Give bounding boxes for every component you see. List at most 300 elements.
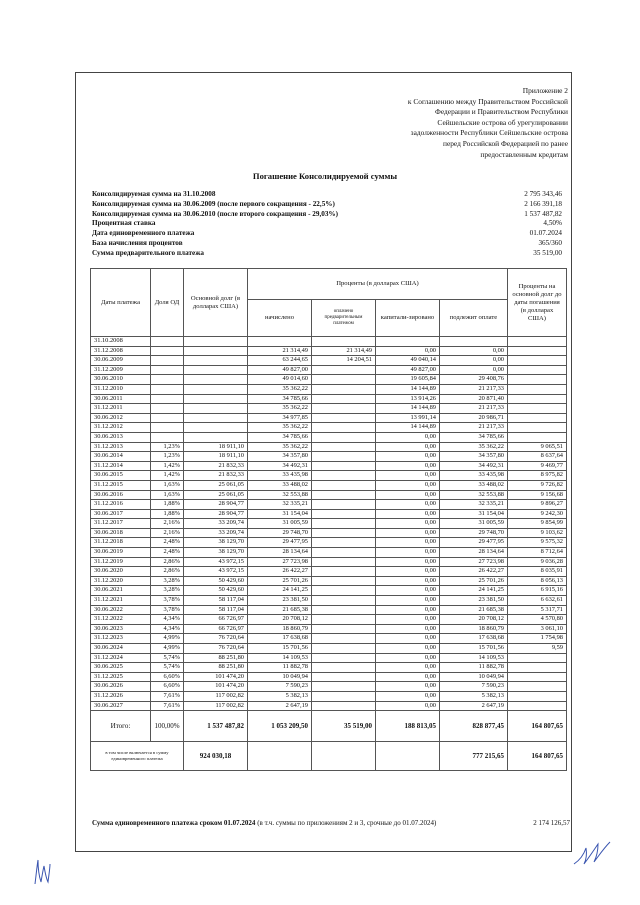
cell-principal: 66 726,97 <box>184 624 248 634</box>
cell-date: 31.12.2010 <box>91 384 151 394</box>
cell-interest-on-principal <box>508 663 567 673</box>
cell-accrued: 18 860,79 <box>248 624 312 634</box>
cell-principal: 43 972,15 <box>184 557 248 567</box>
table-row <box>91 605 567 615</box>
cell-date: 30.06.2016 <box>91 490 151 500</box>
cell-capitalized: 14 144,89 <box>376 384 440 394</box>
cell-payable: 20 708,12 <box>440 615 508 625</box>
cell-date: 30.06.2017 <box>91 509 151 519</box>
footer-label-bold: Сумма единовременного платежа сроком 01.07.2024 <box>92 819 256 827</box>
table-row <box>91 500 567 510</box>
cell-capitalized: 0,00 <box>376 432 440 442</box>
cell-interest-on-principal: 8 035,91 <box>508 567 567 577</box>
cell-accrued: 35 362,22 <box>248 404 312 414</box>
cell-date: 30.06.2021 <box>91 586 151 596</box>
header-prepaid: оплачено предварительным платежом <box>312 300 376 337</box>
cell-date: 31.12.2023 <box>91 634 151 644</box>
cell-interest-on-principal: 9,59 <box>508 644 567 654</box>
cell-accrued: 32 553,88 <box>248 490 312 500</box>
cell-date: 31.12.2017 <box>91 519 151 529</box>
cell-payable: 23 381,50 <box>440 596 508 606</box>
cell-date: 31.12.2020 <box>91 576 151 586</box>
cell-prepaid <box>312 404 376 414</box>
cell-payable: 25 701,26 <box>440 576 508 586</box>
cell-capitalized: 0,00 <box>376 548 440 558</box>
cell-date: 30.06.2026 <box>91 682 151 692</box>
cell-share: 4,99% <box>151 644 184 654</box>
cell-capitalized: 0,00 <box>376 644 440 654</box>
cell-date: 31.12.2019 <box>91 557 151 567</box>
cell-share: 7,61% <box>151 691 184 701</box>
cell-interest-on-principal: 9 854,99 <box>508 519 567 529</box>
cell-interest-on-principal: 4 570,80 <box>508 615 567 625</box>
cell-capitalized: 0,00 <box>376 624 440 634</box>
cell-payable: 5 382,13 <box>440 691 508 701</box>
cell-accrued: 10 049,94 <box>248 672 312 682</box>
cell-accrued: 2 647,19 <box>248 701 312 711</box>
cell-interest-on-principal: 1 754,98 <box>508 634 567 644</box>
cell-principal: 101 474,20 <box>184 672 248 682</box>
annex-line: предоставленным кредитам <box>480 149 568 159</box>
cell-prepaid <box>312 480 376 490</box>
table-row <box>91 567 567 577</box>
cell-accrued: 34 977,85 <box>248 413 312 423</box>
cell-accrued: 28 134,64 <box>248 548 312 558</box>
cell-principal: 18 911,10 <box>184 452 248 462</box>
cell-principal: 58 117,04 <box>184 596 248 606</box>
cell-date: 30.06.2018 <box>91 528 151 538</box>
cell-payable: 31 005,59 <box>440 519 508 529</box>
cell-share: 6,60% <box>151 672 184 682</box>
cell-principal <box>184 356 248 366</box>
cell-capitalized: 19 605,84 <box>376 375 440 385</box>
cell-prepaid <box>312 701 376 711</box>
cell-payable <box>440 337 508 347</box>
cell-interest-on-principal <box>508 413 567 423</box>
cell-prepaid <box>312 461 376 471</box>
cell-payable: 29 748,70 <box>440 528 508 538</box>
cell-principal: 21 832,33 <box>184 461 248 471</box>
cell-date: 31.12.2018 <box>91 538 151 548</box>
cell-prepaid <box>312 432 376 442</box>
cell-payable: 14 109,53 <box>440 653 508 663</box>
cell-payable: 29 408,76 <box>440 375 508 385</box>
table-row <box>91 672 567 682</box>
cell-payable: 26 422,27 <box>440 567 508 577</box>
cell-principal: 25 061,05 <box>184 490 248 500</box>
cell-interest-on-principal: 6 915,16 <box>508 586 567 596</box>
cell-principal <box>184 375 248 385</box>
cell-share <box>151 413 184 423</box>
cell-principal: 117 002,82 <box>184 691 248 701</box>
cell-prepaid <box>312 442 376 452</box>
cell-share <box>151 384 184 394</box>
cell-payable: 32 335,21 <box>440 500 508 510</box>
cell-date: 31.12.2026 <box>91 691 151 701</box>
cell-accrued: 14 109,53 <box>248 653 312 663</box>
cell-principal <box>184 394 248 404</box>
cell-payable: 20 871,40 <box>440 394 508 404</box>
cell-capitalized: 0,00 <box>376 586 440 596</box>
annex-line: перед Российской Федерацией по ранее <box>442 138 568 148</box>
cell-date: 31.10.2008 <box>91 337 151 347</box>
cell-share: 3,78% <box>151 605 184 615</box>
included-payable: 777 215,65 <box>440 742 508 771</box>
cell-capitalized: 0,00 <box>376 509 440 519</box>
cell-prepaid <box>312 538 376 548</box>
cell-prepaid <box>312 634 376 644</box>
table-row <box>91 509 567 519</box>
table-row <box>91 404 567 414</box>
cell-principal: 50 429,60 <box>184 586 248 596</box>
cell-capitalized: 14 144,89 <box>376 423 440 433</box>
included-row <box>91 742 567 771</box>
cell-prepaid <box>312 471 376 481</box>
cell-payable: 20 986,71 <box>440 413 508 423</box>
cell-prepaid <box>312 653 376 663</box>
cell-payable: 7 590,23 <box>440 682 508 692</box>
footer-label-note: (в т.ч. суммы по приложениям 2 и 3, срочные до 01.07.2024) <box>255 819 437 827</box>
cell-payable: 21 217,33 <box>440 423 508 433</box>
cell-accrued: 49 014,60 <box>248 375 312 385</box>
cell-date: 31.12.2021 <box>91 596 151 606</box>
cell-principal: 101 474,20 <box>184 682 248 692</box>
cell-share <box>151 346 184 356</box>
cell-prepaid <box>312 576 376 586</box>
cell-prepaid <box>312 557 376 567</box>
cell-date: 31.12.2013 <box>91 442 151 452</box>
cell-share: 1,23% <box>151 452 184 462</box>
cell-accrued: 21 314,49 <box>248 346 312 356</box>
totals-row <box>91 711 567 742</box>
cell-payable: 0,00 <box>440 365 508 375</box>
cell-interest-on-principal: 9 156,68 <box>508 490 567 500</box>
cell-date: 30.06.2014 <box>91 452 151 462</box>
included-interest-on-principal: 164 807,65 <box>508 742 567 771</box>
cell-accrued: 29 477,95 <box>248 538 312 548</box>
cell-capitalized: 0,00 <box>376 701 440 711</box>
cell-principal <box>184 432 248 442</box>
cell-interest-on-principal <box>508 691 567 701</box>
table-row <box>91 394 567 404</box>
cell-accrued: 34 492,31 <box>248 461 312 471</box>
parameter-row <box>92 219 574 229</box>
cell-interest-on-principal: 8 975,82 <box>508 471 567 481</box>
cell-interest-on-principal: 8 712,64 <box>508 548 567 558</box>
cell-payable: 31 154,04 <box>440 509 508 519</box>
cell-payable: 34 357,80 <box>440 452 508 462</box>
cell-capitalized: 0,00 <box>376 672 440 682</box>
cell-principal: 28 904,77 <box>184 500 248 510</box>
cell-accrued: 24 141,25 <box>248 586 312 596</box>
cell-share: 2,16% <box>151 519 184 529</box>
cell-share: 2,16% <box>151 528 184 538</box>
cell-accrued: 32 335,21 <box>248 500 312 510</box>
header-payable: подлежит оплате <box>440 300 508 337</box>
cell-accrued: 23 381,50 <box>248 596 312 606</box>
cell-share: 1,42% <box>151 471 184 481</box>
included-principal: 924 030,18 <box>184 742 248 771</box>
table-row <box>91 471 567 481</box>
table-row <box>91 624 567 634</box>
parameter-value: 1 537 487,82 <box>524 209 562 218</box>
annex-line: задолженности Республики Сейшельские острова <box>410 128 568 138</box>
cell-capitalized: 13 991,14 <box>376 413 440 423</box>
included-empty-2 <box>312 742 376 771</box>
cell-capitalized: 0,00 <box>376 452 440 462</box>
cell-payable: 35 362,22 <box>440 442 508 452</box>
cell-prepaid <box>312 615 376 625</box>
cell-interest-on-principal <box>508 432 567 442</box>
table-row <box>91 365 567 375</box>
parameter-row <box>92 239 574 249</box>
cell-prepaid <box>312 586 376 596</box>
cell-principal: 58 117,04 <box>184 605 248 615</box>
cell-interest-on-principal <box>508 682 567 692</box>
table-row <box>91 701 567 711</box>
cell-share: 4,99% <box>151 634 184 644</box>
footer-value: 2 174 126,57 <box>533 819 570 827</box>
cell-principal <box>184 337 248 347</box>
cell-prepaid: 14 204,51 <box>312 356 376 366</box>
cell-principal: 33 209,74 <box>184 528 248 538</box>
cell-date: 31.12.2015 <box>91 480 151 490</box>
cell-date: 30.06.2023 <box>91 624 151 634</box>
cell-payable: 24 141,25 <box>440 586 508 596</box>
cell-payable: 34 785,66 <box>440 432 508 442</box>
cell-principal: 28 904,77 <box>184 509 248 519</box>
cell-principal: 38 129,70 <box>184 548 248 558</box>
cell-prepaid <box>312 509 376 519</box>
cell-principal: 25 061,05 <box>184 480 248 490</box>
cell-interest-on-principal: 9 469,77 <box>508 461 567 471</box>
cell-capitalized: 0,00 <box>376 528 440 538</box>
cell-interest-on-principal <box>508 356 567 366</box>
cell-principal <box>184 346 248 356</box>
cell-date: 31.12.2016 <box>91 500 151 510</box>
cell-share: 1,42% <box>151 461 184 471</box>
cell-prepaid <box>312 596 376 606</box>
cell-date: 31.12.2025 <box>91 672 151 682</box>
cell-accrued: 25 701,26 <box>248 576 312 586</box>
cell-interest-on-principal <box>508 404 567 414</box>
cell-accrued: 34 785,66 <box>248 432 312 442</box>
table-row <box>91 423 567 433</box>
cell-share: 1,88% <box>151 500 184 510</box>
cell-share: 4,34% <box>151 624 184 634</box>
cell-principal: 43 972,15 <box>184 567 248 577</box>
parameter-label: Процентная ставка <box>92 219 156 228</box>
cell-capitalized <box>376 337 440 347</box>
cell-payable: 28 134,64 <box>440 548 508 558</box>
cell-prepaid <box>312 682 376 692</box>
cell-interest-on-principal <box>508 337 567 347</box>
totals-prepaid: 35 519,00 <box>312 711 376 742</box>
annex-line: Приложение 2 <box>522 86 568 95</box>
cell-capitalized: 0,00 <box>376 557 440 567</box>
cell-payable: 27 723,98 <box>440 557 508 567</box>
parameter-label: Консолидируемая сумма на 31.10.2008 <box>92 190 216 198</box>
cell-prepaid <box>312 528 376 538</box>
table-row <box>91 576 567 586</box>
cell-prepaid <box>312 519 376 529</box>
table-row <box>91 346 567 356</box>
cell-date: 31.12.2011 <box>91 404 151 414</box>
cell-principal <box>184 413 248 423</box>
cell-date: 31.12.2008 <box>91 346 151 356</box>
cell-prepaid <box>312 490 376 500</box>
cell-share: 5,74% <box>151 653 184 663</box>
table-row <box>91 519 567 529</box>
totals-share: 100,00% <box>151 711 184 742</box>
cell-capitalized: 0,00 <box>376 596 440 606</box>
cell-principal <box>184 404 248 414</box>
cell-capitalized: 0,00 <box>376 519 440 529</box>
cell-interest-on-principal: 9 036,28 <box>508 557 567 567</box>
cell-principal: 88 251,80 <box>184 653 248 663</box>
cell-prepaid <box>312 644 376 654</box>
cell-prepaid <box>312 548 376 558</box>
cell-interest-on-principal <box>508 384 567 394</box>
cell-accrued: 7 590,23 <box>248 682 312 692</box>
table-row <box>91 634 567 644</box>
cell-interest-on-principal: 9 726,82 <box>508 480 567 490</box>
cell-accrued: 5 382,13 <box>248 691 312 701</box>
cell-capitalized: 0,00 <box>376 682 440 692</box>
cell-share: 3,28% <box>151 586 184 596</box>
cell-capitalized: 0,00 <box>376 480 440 490</box>
parameter-label: Консолидируемая сумма на 30.06.2009 (после первого сокращения - 22,5%) <box>92 199 335 208</box>
cell-principal <box>184 384 248 394</box>
cell-capitalized: 0,00 <box>376 691 440 701</box>
cell-prepaid <box>312 452 376 462</box>
cell-payable: 2 647,19 <box>440 701 508 711</box>
cell-payable: 33 435,98 <box>440 471 508 481</box>
cell-accrued: 31 154,04 <box>248 509 312 519</box>
parameters-block <box>92 190 574 259</box>
document-title: Погашение Консолидируемой суммы <box>252 171 398 181</box>
totals-capitalized: 188 813,05 <box>376 711 440 742</box>
table-row <box>91 528 567 538</box>
cell-payable: 21 217,33 <box>440 404 508 414</box>
cell-accrued: 34 357,80 <box>248 452 312 462</box>
cell-accrued: 26 422,27 <box>248 567 312 577</box>
cell-payable: 29 477,95 <box>440 538 508 548</box>
included-empty-3 <box>376 742 440 771</box>
parameter-value: 35 519,00 <box>533 248 562 257</box>
cell-capitalized: 0,00 <box>376 615 440 625</box>
cell-payable: 21 217,33 <box>440 384 508 394</box>
table-row <box>91 691 567 701</box>
cell-date: 30.06.2012 <box>91 413 151 423</box>
cell-accrued: 34 785,66 <box>248 394 312 404</box>
totals-payable: 828 877,45 <box>440 711 508 742</box>
cell-prepaid <box>312 624 376 634</box>
cell-prepaid <box>312 337 376 347</box>
cell-capitalized: 0,00 <box>376 490 440 500</box>
table-row <box>91 452 567 462</box>
cell-payable: 0,00 <box>440 356 508 366</box>
cell-accrued: 31 005,59 <box>248 519 312 529</box>
cell-prepaid <box>312 663 376 673</box>
cell-payable: 33 488,02 <box>440 480 508 490</box>
parameter-label: База начисления процентов <box>92 238 183 247</box>
totals-principal: 1 537 487,82 <box>184 711 248 742</box>
cell-capitalized: 0,00 <box>376 442 440 452</box>
cell-principal: 33 209,74 <box>184 519 248 529</box>
cell-payable: 0,00 <box>440 346 508 356</box>
parameter-row <box>92 229 574 239</box>
table-row <box>91 615 567 625</box>
cell-share: 6,60% <box>151 682 184 692</box>
cell-share: 4,34% <box>151 615 184 625</box>
cell-date: 31.12.2009 <box>91 365 151 375</box>
cell-date: 30.06.2010 <box>91 375 151 385</box>
cell-accrued: 21 685,38 <box>248 605 312 615</box>
cell-principal: 76 720,64 <box>184 634 248 644</box>
cell-prepaid <box>312 423 376 433</box>
cell-payable: 32 553,88 <box>440 490 508 500</box>
cell-prepaid <box>312 500 376 510</box>
included-label: в том числе включается в сумму единовременного платежа <box>91 742 184 771</box>
cell-date: 30.06.2027 <box>91 701 151 711</box>
cell-date: 31.12.2012 <box>91 423 151 433</box>
cell-interest-on-principal <box>508 672 567 682</box>
cell-principal: 21 832,33 <box>184 471 248 481</box>
cell-prepaid <box>312 375 376 385</box>
cell-share: 3,28% <box>151 576 184 586</box>
table-row <box>91 663 567 673</box>
header-capitalized: капитали-зировано <box>376 300 440 337</box>
totals-accrued: 1 053 209,50 <box>248 711 312 742</box>
cell-date: 30.06.2015 <box>91 471 151 481</box>
cell-capitalized: 13 914,26 <box>376 394 440 404</box>
cell-prepaid <box>312 672 376 682</box>
cell-principal: 117 002,82 <box>184 701 248 711</box>
cell-interest-on-principal: 6 632,61 <box>508 596 567 606</box>
cell-capitalized: 0,00 <box>376 605 440 615</box>
cell-principal: 38 129,70 <box>184 538 248 548</box>
cell-accrued: 33 488,02 <box>248 480 312 490</box>
cell-date: 30.06.2020 <box>91 567 151 577</box>
table-row <box>91 461 567 471</box>
table-row <box>91 596 567 606</box>
cell-capitalized: 0,00 <box>376 567 440 577</box>
annex-line: к Соглашению между Правительством Российской <box>407 96 568 106</box>
cell-share: 3,78% <box>151 596 184 606</box>
cell-principal: 50 429,60 <box>184 576 248 586</box>
cell-share <box>151 337 184 347</box>
cell-capitalized: 0,00 <box>376 634 440 644</box>
cell-capitalized: 0,00 <box>376 500 440 510</box>
cell-share <box>151 375 184 385</box>
annex-line: Сейшельские острова об урегулировании <box>437 117 568 127</box>
cell-payable: 10 049,94 <box>440 672 508 682</box>
table-row <box>91 538 567 548</box>
cell-accrued: 49 827,00 <box>248 365 312 375</box>
cell-share: 5,74% <box>151 663 184 673</box>
signature-left <box>30 858 52 886</box>
parameter-value: 2 166 391,18 <box>524 199 562 208</box>
cell-interest-on-principal: 9 103,62 <box>508 528 567 538</box>
parameter-label: Сумма предварительного платежа <box>92 248 204 257</box>
cell-accrued: 11 882,78 <box>248 663 312 673</box>
header-interest-on-principal: Проценты на основной долг до даты погашения (в долларах США) <box>508 269 567 337</box>
table-row <box>91 375 567 385</box>
cell-interest-on-principal: 9 575,32 <box>508 538 567 548</box>
cell-date: 30.06.2011 <box>91 394 151 404</box>
cell-share <box>151 423 184 433</box>
